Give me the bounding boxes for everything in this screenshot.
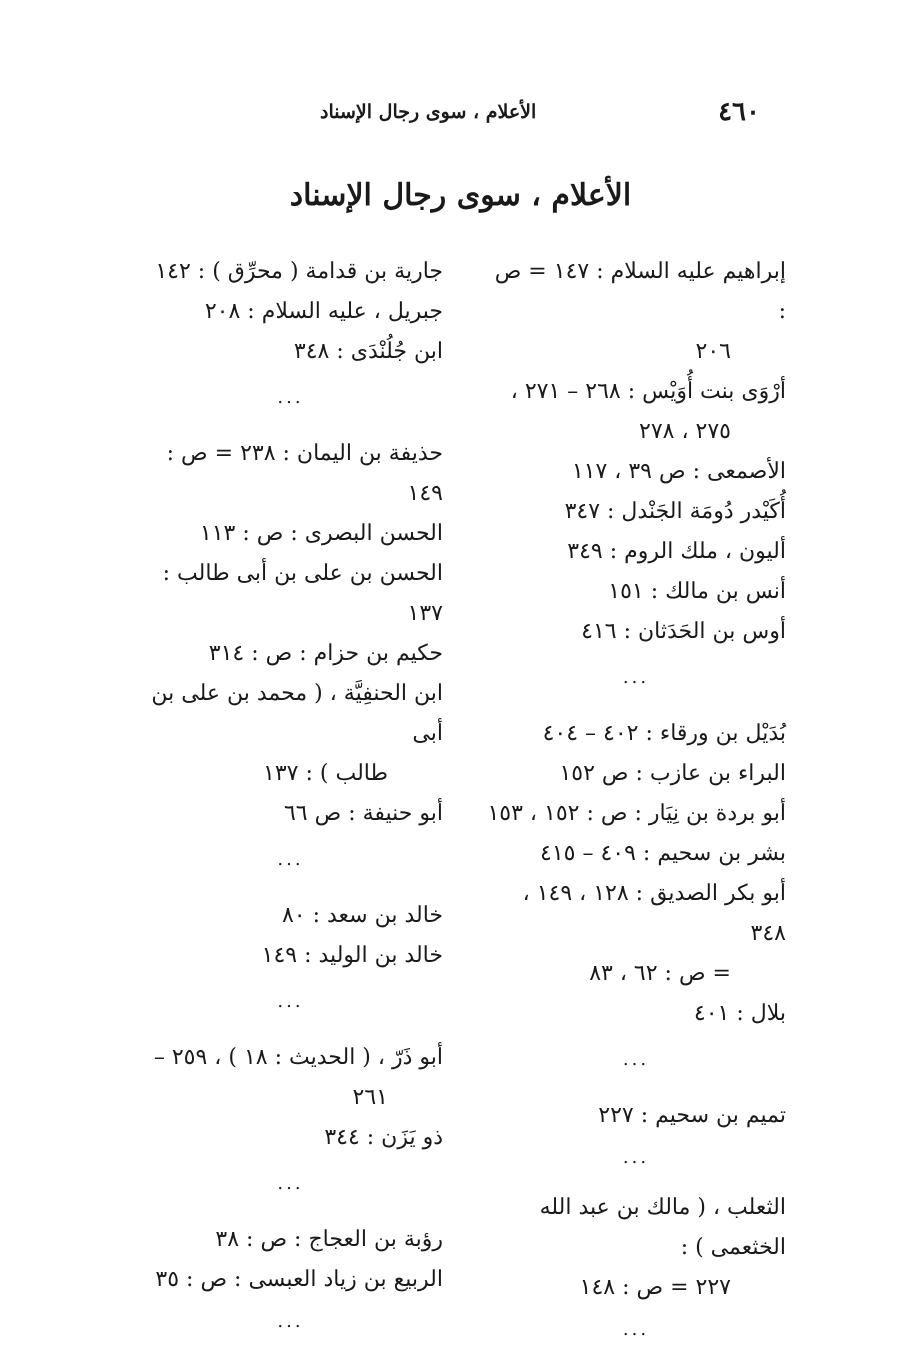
index-column-right [486, 252, 786, 1360]
page-title: الأعلام ، سوى رجال الإسناد [289, 178, 632, 213]
section-separator: ... [622, 667, 650, 688]
index-entry: أبو بردة بن نِيَار : ص : ١٥٢ ، ١٥٣ [487, 801, 786, 826]
index-entry: الثعلب ، ( مالك بن عبد الله الخثعمى ) : ٢٢٧ = ص : ١٤٨ [539, 1195, 786, 1300]
running-title: الأعلام ، سوى رجال الإسناد [320, 101, 537, 123]
index-entry: جارية بن قدامة ( محرِّق ) : ١٤٢ [155, 259, 443, 284]
index-entry: أبو حنيفة : ص ٦٦ [283, 801, 443, 826]
index-entry: أليون ، ملك الروم : ٣٤٩ [567, 539, 786, 564]
index-entry: رؤبة بن العجاج : ص : ٣٨ [215, 1227, 443, 1252]
index-entry: أوس بن الحَدَثان : ٤١٦ [581, 619, 786, 644]
index-entry: إبراهيم عليه السلام : ١٤٧ = ص : ٢٠٦ [494, 259, 786, 364]
index-entry: ابن جُلُنْدَى : ٣٤٨ [293, 339, 443, 364]
index-entry: خالد بن سعد : ٨٠ [281, 903, 443, 928]
index-entry: البراء بن عازب : ص ١٥٢ [559, 761, 786, 786]
page-header [320, 92, 760, 132]
index-entry: بُدَيْل بن ورقاء : ٤٠٢ – ٤٠٤ [542, 721, 786, 746]
index-entry: حكيم بن حزام : ص : ٣١٤ [208, 641, 443, 666]
index-entry: ابن الحنفِيَّة ، ( محمد بن على بن أبى طالب ) : ١٣٧ [151, 681, 443, 786]
section-separator: ... [277, 991, 304, 1012]
index-entry: تميم بن سحيم : ٢٢٧ [598, 1103, 786, 1128]
index-entry: أرْوَى بنت أُوَيْس : ٢٦٨ – ٢٧١ ، ٢٧٥ ، ٢٧٨ [510, 379, 786, 444]
section-separator: ... [277, 849, 304, 870]
section-separator: ... [277, 1311, 304, 1332]
index-entry: أنس بن مالك : ١٥١ [608, 579, 786, 604]
index-entry: الحسن البصرى : ص : ١١٣ [199, 521, 443, 546]
section-separator: ... [277, 387, 304, 408]
page-number: ٤٦٠ [718, 97, 760, 127]
index-entry: أُكَيْدر دُومَة الجَنْدل : ٣٤٧ [564, 499, 786, 524]
section-separator: ... [622, 1319, 650, 1340]
index-entry: الربيع بن زياد العبسى : ص : ٣٥ [155, 1267, 443, 1292]
index-entry: بشر بن سحيم : ٤٠٩ – ٤١٥ [540, 841, 786, 866]
index-entry: جبريل ، عليه السلام : ٢٠٨ [204, 299, 443, 324]
index-entry: الأصمعى : ص ٣٩ ، ١١٧ [571, 459, 786, 484]
section-separator: ... [622, 1147, 650, 1168]
index-entry: أبو بكر الصديق : ١٢٨ ، ١٤٩ ، ٣٤٨ = ص : ٦٢ ، ٨٣ [522, 881, 786, 986]
index-entry: الحسن بن على بن أبى طالب : ١٣٧ [162, 561, 443, 626]
index-entry: بلال : ٤٠١ [693, 1001, 786, 1026]
index-column-left [138, 252, 443, 1352]
index-entry: حذيفة بن اليمان : ٢٣٨ = ص : ١٤٩ [166, 441, 443, 506]
index-entry: ذو يَزَن : ٣٤٤ [324, 1125, 443, 1150]
index-entry: خالد بن الوليد : ١٤٩ [261, 943, 443, 968]
index-entry: أبو ذَرّ ، ( الحديث : ١٨ ) ، ٢٥٩ – ٢٦١ [153, 1045, 443, 1110]
section-separator: ... [622, 1049, 650, 1070]
section-separator: ... [277, 1173, 304, 1194]
